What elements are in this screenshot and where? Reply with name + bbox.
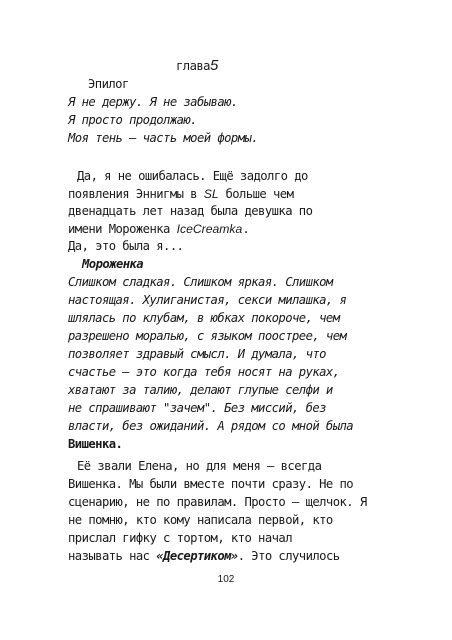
para2-line-7: хватают за талию, делают глупые селфи и: [68, 383, 333, 397]
para1-line-4: имени Мороженка IceCreamka.: [68, 222, 250, 236]
chapter-number: 5: [209, 57, 219, 74]
poem-line-3: Моя тень – часть моей формы.: [68, 131, 259, 145]
epilog-title: Эпилог: [88, 77, 129, 91]
para3-line-6: называть нас «Десертиком». Это случилось: [68, 549, 340, 563]
para2-line-1: Слишком сладкая. Слишком яркая. Слишком: [68, 275, 333, 289]
icecreamka-text: IceCreamka: [176, 222, 243, 236]
para3-line-2: Вишенка. Мы были вместе почти сразу. Не по: [68, 477, 354, 491]
para3-line-4: не помню, кто кому написала первой, кто: [68, 513, 333, 527]
para3-line-3: сценарию, не по правилам. Просто – щелчок. Я: [68, 495, 367, 509]
para1-line-2: появления Эннигмы в SL больше чем: [68, 187, 294, 201]
para2-line-6: счастье – это когда тебя носят на руках,: [68, 365, 340, 379]
para1-line-1: Да, я не ошибалась. Ещё задолго до: [77, 169, 308, 183]
sl-text: SL: [203, 187, 219, 201]
para2-line-3: шлялась по клубам, в юбках покороче, чем: [68, 311, 340, 325]
chapter-prefix: глава: [176, 59, 210, 73]
heading-vishenka: Вишенка.: [68, 437, 123, 451]
para1-line-3: двенадцать лет назад была девушка по: [68, 204, 313, 218]
para2-line-9: власти, без ожиданий. А рядом со мной была: [68, 419, 354, 433]
para2-line-2: настоящая. Хулиганистая, секси милашка, я: [68, 293, 347, 307]
chapter-heading: [176, 58, 218, 74]
para3-line-5: прислал гифку с тортом, кто начал: [68, 531, 292, 545]
desertik-text: «Десертиком»: [156, 549, 238, 563]
heading-morozhenka: Мороженка: [82, 257, 144, 271]
para2-line-4: разрешено моралью, с языком поострее, чем: [68, 329, 347, 343]
poem-line-1: Я не держу. Я не забываю.: [68, 95, 238, 109]
poem-line-2: Я просто продолжаю.: [68, 113, 197, 127]
para3-line-1: Её звали Елена, но для меня – всегда: [77, 459, 322, 473]
para2-line-5: позволяет здравый смысл. И думала, что: [68, 347, 326, 361]
page-number: 102: [217, 574, 235, 585]
para2-line-8: не спрашивают "зачем". Без миссий, без: [68, 401, 326, 415]
para1-line-5: Да, это была я...: [68, 239, 184, 253]
